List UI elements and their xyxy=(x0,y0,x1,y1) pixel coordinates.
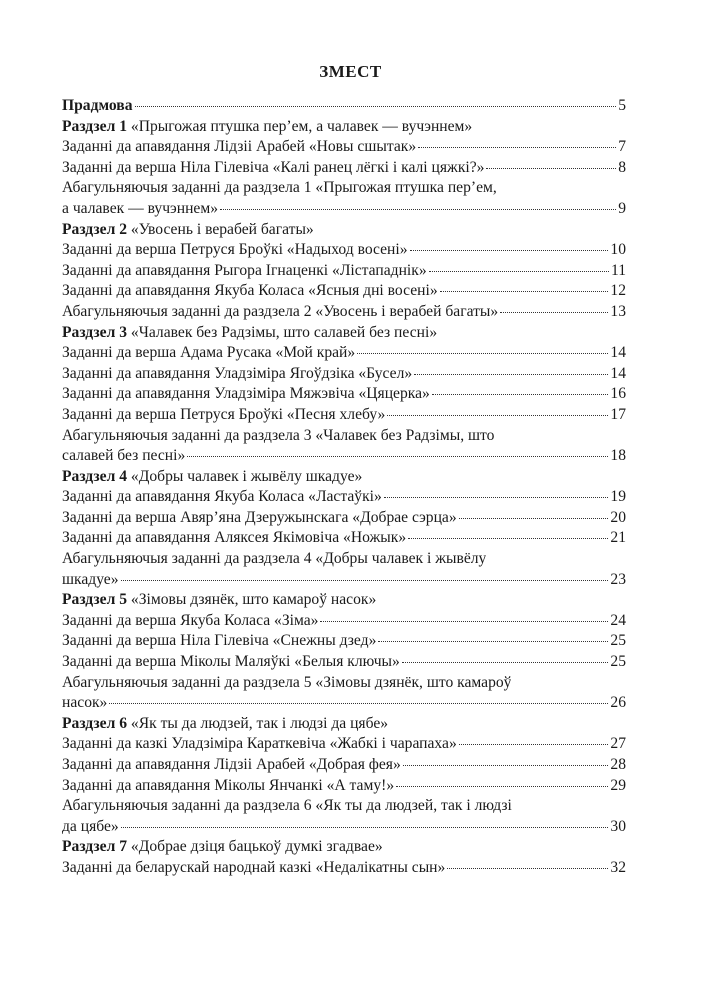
toc-entry-row xyxy=(62,817,626,838)
entry-title: Абагульняючыя заданні да раздзела 3 «Чалавек без Радзімы, што xyxy=(62,426,495,444)
dot-leader xyxy=(440,290,609,292)
toc-entry-row xyxy=(62,261,626,282)
section-number: Прадмова xyxy=(62,97,133,114)
page-number: 16 xyxy=(610,385,626,403)
toc-entry-row xyxy=(62,652,626,673)
entry-title: Абагульняючыя заданні да раздзела 2 «Увосень і верабей багаты» xyxy=(62,302,499,320)
toc-entry-row xyxy=(62,858,626,879)
dot-leader xyxy=(447,867,608,869)
toc-entry-row xyxy=(62,693,626,714)
page-number: 25 xyxy=(610,653,626,671)
entry-title: Заданні да верша Ніла Гілевіча «Снежны дзед» xyxy=(62,632,377,650)
page-number: 24 xyxy=(610,611,626,629)
dot-leader xyxy=(378,640,608,642)
section-heading xyxy=(62,714,388,735)
entry-title: да цябе» xyxy=(62,817,119,835)
page-number: 9 xyxy=(618,199,626,217)
dot-leader xyxy=(418,146,616,148)
entry-title: Заданні да апавядання Міколы Янчанкі «А таму!» xyxy=(62,776,395,794)
page-number: 7 xyxy=(618,138,626,156)
toc-entry-row xyxy=(62,199,626,220)
section-title: «Увосень і верабей багаты» xyxy=(127,220,314,238)
dot-leader xyxy=(414,373,608,375)
toc-entry-row xyxy=(62,302,626,323)
entry-title: Заданні да апавядання Рыгора Ігнаценкі «Лістападнік» xyxy=(62,261,427,279)
section-title: «Добрае дзіця бацькоў думкі згадвае» xyxy=(127,838,383,856)
entry-title: Заданні да верша Петруся Броўкі «Песня хлебу» xyxy=(62,405,386,423)
dot-leader xyxy=(486,167,616,169)
section-heading xyxy=(62,117,472,138)
entry-title: Абагульняючыя заданні да раздзела 5 «Зімовы дзянёк, што камароў xyxy=(62,673,512,691)
dot-leader xyxy=(135,105,617,107)
entry-title: Заданні да апавядання Уладзіміра Ягоўдзіка «Бусел» xyxy=(62,364,413,382)
entry-title: а чалавек — вучэннем» xyxy=(62,199,219,217)
dot-leader xyxy=(187,455,608,457)
entry-title: Абагульняючыя заданні да раздзела 1 «Прыгожая птушка пер’ем, xyxy=(62,179,497,197)
toc-section-row xyxy=(62,117,626,138)
toc-entry-row xyxy=(62,384,626,405)
entry-title: Заданні да беларускай народнай казкі «Недалікатны сын» xyxy=(62,858,446,876)
entry-title: Заданні да верша Якуба Коласа «Зіма» xyxy=(62,611,319,629)
dot-leader xyxy=(402,661,609,663)
dot-leader xyxy=(459,743,609,745)
section-title: «Як ты да людзей, так і людзі да цябе» xyxy=(127,714,389,732)
toc-entry-row xyxy=(62,158,626,179)
entry-title: Заданні да апавядання Лідзіі Арабей «Добрая фея» xyxy=(62,756,401,773)
entry-title: салавей без песні» xyxy=(62,447,186,465)
dot-leader xyxy=(220,208,616,210)
section-number: Раздзел 4 xyxy=(62,467,128,485)
dot-leader xyxy=(459,517,609,519)
page-number: 14 xyxy=(610,364,626,382)
dot-leader xyxy=(408,537,608,539)
entry-title: Заданні да апавядання Якуба Коласа «Ясныя дні восені» xyxy=(62,282,438,300)
dot-leader xyxy=(432,393,609,395)
toc-entry-row xyxy=(62,137,626,158)
page-title: ЗМЕСТ xyxy=(319,62,382,81)
page-number: 19 xyxy=(610,488,626,506)
entry-title: Заданні да апавядання Аляксея Якімовіча «Ножык» xyxy=(62,529,407,547)
dot-leader xyxy=(396,785,608,787)
entry-title: Заданні да верша Авяр’яна Дзеружынскага «Добрае сэрца» xyxy=(62,508,457,526)
section-number: Раздзел 2 xyxy=(62,220,128,238)
entry-title: насок» xyxy=(62,694,108,712)
table-of-contents xyxy=(62,96,626,879)
toc-entry-row xyxy=(62,611,626,632)
dot-leader xyxy=(403,764,609,766)
page-number: 26 xyxy=(610,694,626,712)
page-number: 32 xyxy=(610,858,626,876)
section-title: «Чалавек без Радзімы, што салавей без песні» xyxy=(127,323,438,341)
page-number: 17 xyxy=(610,405,626,423)
toc-section-row xyxy=(62,837,626,858)
toc-section-row xyxy=(62,220,626,241)
toc-entry-row xyxy=(62,508,626,529)
section-heading xyxy=(62,467,362,488)
toc-entry-row xyxy=(62,734,626,755)
page-number: 25 xyxy=(610,632,626,650)
dot-leader xyxy=(121,826,609,828)
toc-entry-row xyxy=(62,755,626,776)
section-number: Раздзел 5 xyxy=(62,591,128,609)
entry-title: Заданні да верша Петруся Броўкі «Надыход восені» xyxy=(62,241,408,259)
dot-leader xyxy=(429,270,609,272)
toc-entry-row xyxy=(62,631,626,652)
page-number: 8 xyxy=(618,158,626,176)
page-number: 5 xyxy=(618,97,626,114)
dot-leader xyxy=(384,496,609,498)
section-number: Раздзел 1 xyxy=(62,117,128,135)
page-number: 23 xyxy=(610,570,626,588)
dot-leader xyxy=(500,311,608,313)
toc-entry-row xyxy=(62,487,626,508)
toc-section-row xyxy=(62,96,626,117)
toc-section-row xyxy=(62,467,626,488)
entry-title: Заданні да верша Ніла Гілевіча «Калі ранец лёгкі і калі цяжкі?» xyxy=(62,158,485,176)
toc-entry-row xyxy=(62,426,626,447)
toc-section-row xyxy=(62,323,626,344)
page-number: 29 xyxy=(610,776,626,794)
section-heading xyxy=(62,590,376,611)
entry-title: Заданні да верша Міколы Маляўкі «Белыя ключы» xyxy=(62,653,400,671)
section-heading xyxy=(62,323,437,344)
section-number: Раздзел 6 xyxy=(62,714,128,732)
entry-title: Заданні да апавядання Лідзіі Арабей «Новы сшытак» xyxy=(62,138,417,156)
entry-title: Абагульняючыя заданні да раздзела 4 «Добры чалавек і жывёлу xyxy=(62,550,487,568)
entry-title: Заданні да казкі Уладзіміра Караткевіча «Жабкі і чарапаха» xyxy=(62,735,457,753)
toc-entry-row xyxy=(62,240,626,261)
page-number: 30 xyxy=(610,817,626,835)
dot-leader xyxy=(410,249,609,251)
entry-title: Заданні да апавядання Уладзіміра Мяжэвіча «Цяцерка» xyxy=(62,385,430,403)
page-number: 14 xyxy=(610,344,626,362)
dot-leader xyxy=(121,579,609,581)
toc-entry-row xyxy=(62,446,626,467)
section-heading xyxy=(62,96,133,117)
dot-leader xyxy=(320,620,608,622)
entry-title: шкадуе» xyxy=(62,570,119,588)
toc-entry-row xyxy=(62,178,626,199)
page-number: 28 xyxy=(610,756,626,773)
section-number: Раздзел 7 xyxy=(62,838,128,856)
page-number: 11 xyxy=(610,261,626,279)
toc-entry-row xyxy=(62,528,626,549)
toc-section-row xyxy=(62,590,626,611)
toc-entry-row xyxy=(62,364,626,385)
section-title: «Зімовы дзянёк, што камароў насок» xyxy=(127,591,377,609)
entry-title: Абагульняючыя заданні да раздзела 6 «Як ты да людзей, так і людзі xyxy=(62,797,512,815)
toc-entry-row xyxy=(62,549,626,570)
entry-title: Заданні да верша Адама Русака «Мой край» xyxy=(62,344,356,362)
toc-entry-row xyxy=(62,343,626,364)
page-number: 10 xyxy=(610,241,626,259)
toc-entry-row xyxy=(62,405,626,426)
toc-entry-row xyxy=(62,776,626,797)
entry-title: Заданні да апавядання Якуба Коласа «Ластаўкі» xyxy=(62,488,382,506)
page-number: 21 xyxy=(610,529,626,547)
dot-leader xyxy=(387,414,608,416)
section-title: «Прыгожая птушка пер’ем, а чалавек — вучэннем» xyxy=(127,117,473,135)
dot-leader xyxy=(357,352,608,354)
dot-leader xyxy=(109,702,608,704)
page-number: 13 xyxy=(610,302,626,320)
page-number: 20 xyxy=(610,508,626,526)
section-heading xyxy=(62,220,314,241)
section-title: «Добры чалавек і жывёлу шкадуе» xyxy=(127,467,363,485)
section-heading xyxy=(62,837,383,858)
page-number: 18 xyxy=(610,447,626,465)
toc-entry-row xyxy=(62,796,626,817)
toc-entry-row xyxy=(62,570,626,591)
page-number: 27 xyxy=(610,735,626,753)
toc-entry-row xyxy=(62,281,626,302)
page-number: 12 xyxy=(610,282,626,300)
toc-section-row xyxy=(62,714,626,735)
section-number: Раздзел 3 xyxy=(62,323,128,341)
toc-entry-row xyxy=(62,673,626,694)
